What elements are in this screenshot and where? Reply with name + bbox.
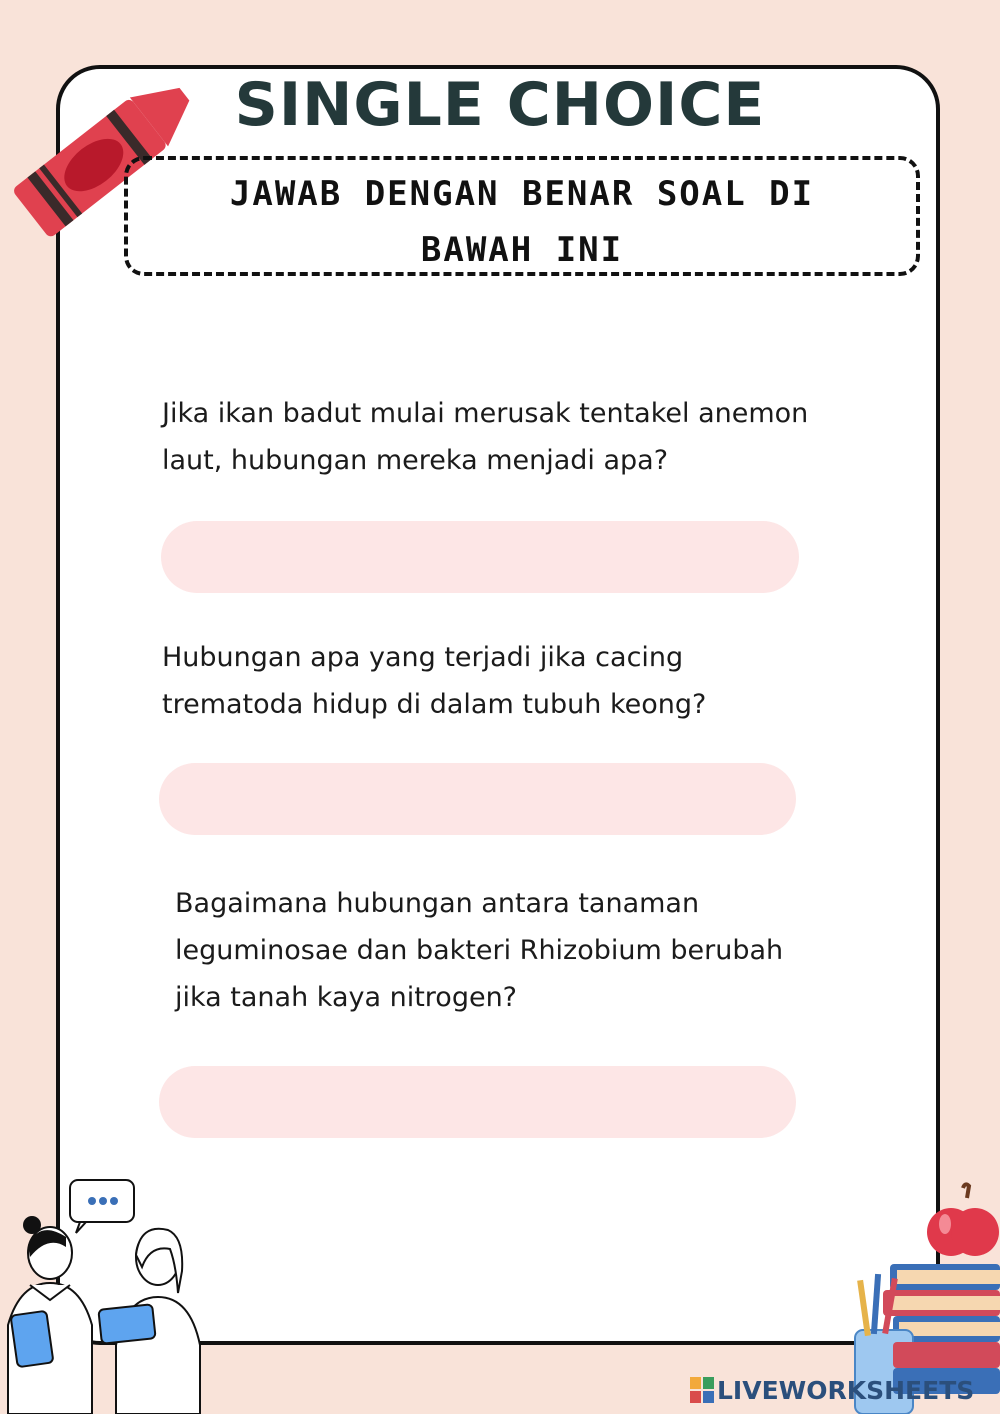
question-1	[162, 390, 808, 484]
liveworksheets-brand	[690, 1372, 995, 1408]
liveworksheets-logo-icon	[690, 1377, 714, 1403]
question-3-line-1: Bagaimana hubungan antara tanaman	[175, 888, 700, 919]
question-1-line-2: laut, hubungan mereka menjadi apa?	[162, 445, 669, 476]
question-2-line-2: trematoda hidup di dalam tubuh keong?	[162, 689, 707, 720]
question-1-line-1: Jika ikan badut mulai merusak tentakel anemon	[162, 398, 809, 429]
question-3-line-2: leguminosae dan bakteri Rhizobium berubah	[175, 935, 784, 966]
answer-input-2[interactable]	[159, 763, 796, 835]
question-3	[175, 880, 783, 1021]
page-title: SINGLE CHOICE	[234, 70, 766, 140]
instruction-text	[124, 166, 920, 278]
question-2	[162, 634, 706, 728]
question-3-line-3: jika tanah kaya nitrogen?	[175, 982, 518, 1013]
answer-input-1[interactable]	[161, 521, 799, 593]
question-2-line-1: Hubungan apa yang terjadi jika cacing	[162, 642, 684, 673]
students-illustration-icon	[0, 1175, 215, 1414]
instruction-line-2: BAWAH INI	[420, 230, 624, 270]
instruction-line-1: JAWAB DENGAN BENAR SOAL DI	[229, 174, 815, 214]
answer-input-3[interactable]	[159, 1066, 796, 1138]
brand-text: LIVEWORKSHEETS	[717, 1375, 975, 1405]
